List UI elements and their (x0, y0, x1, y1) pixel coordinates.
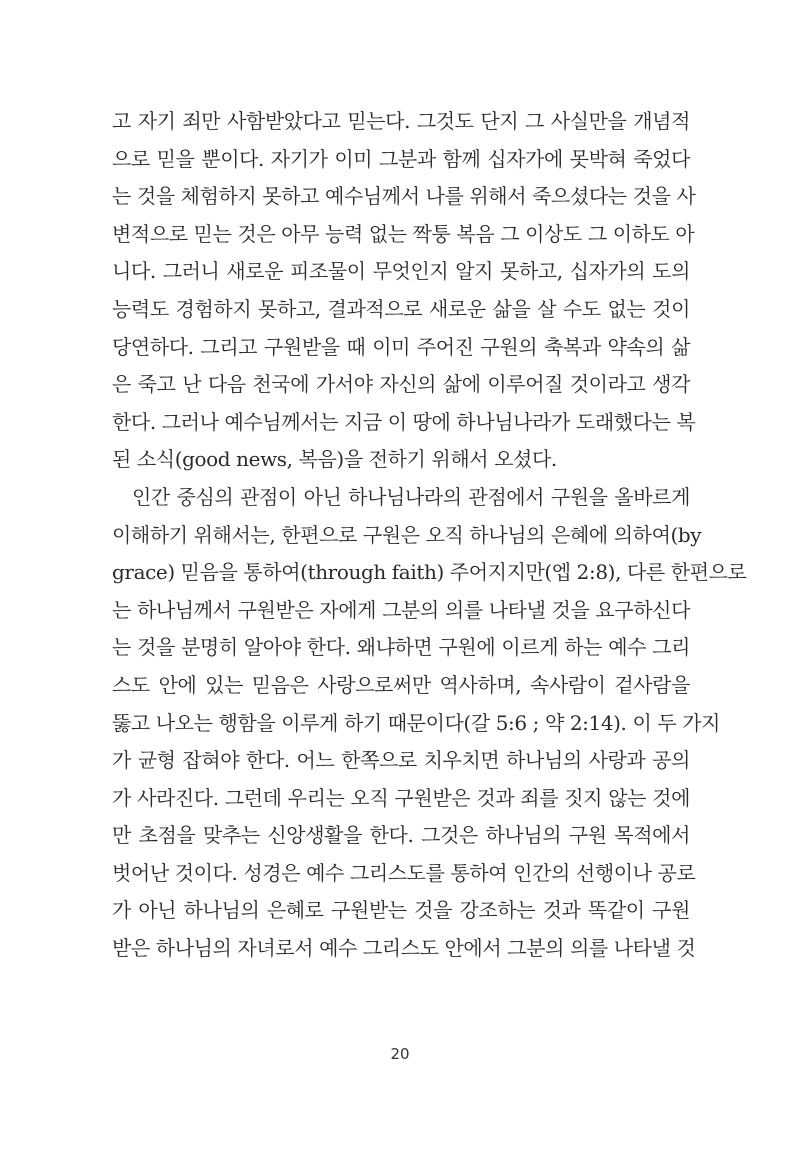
body-text (112, 103, 747, 968)
text-line-8: 은 죽고 난 다음 천국에 가서야 자신의 삶에 이루어질 것이라고 생각 (112, 372, 690, 397)
text-line-10: 된 소식(good news, 복음)을 전하기 위해서 오셨다. (112, 447, 557, 472)
text-line-13: grace) 믿음을 통하여(through faith) 주어지지만(엡 2:8), 다른 한편으로 (112, 560, 747, 585)
text-line-16: 스도 안에 있는 믿음은 사랑으로써만 역사하며, 속사람이 겉사람을 (112, 672, 690, 697)
text-line-9: 한다. 그러나 예수님께서는 지금 이 땅에 하나님나라가 도래했다는 복 (112, 409, 696, 434)
text-line-21: 벗어난 것이다. 성경은 예수 그리스도를 통하여 인간의 선행이나 공로 (112, 860, 696, 885)
text-line-1: 고 자기 죄만 사함받았다고 믿는다. 그것도 단지 그 사실만을 개념적 (112, 109, 690, 133)
text-line-4: 변적으로 믿는 것은 아무 능력 없는 짝퉁 복음 그 이상도 그 이하도 아 (112, 221, 695, 246)
text-line-7: 당연하다. 그리고 구원받을 때 이미 주어진 구원의 축복과 약속의 삶 (112, 334, 690, 359)
text-line-14: 는 하나님께서 구원받은 자에게 그분의 의를 나타낼 것을 요구하신다 (112, 597, 690, 622)
text-line-17: 뚫고 나오는 행함을 이루게 하기 때문이다(갈 5:6 ; 약 2:14). 이 두 가지 (112, 710, 721, 735)
text-line-19: 가 사라진다. 그런데 우리는 오직 구원받은 것과 죄를 짓지 않는 것에 (112, 785, 690, 810)
text-line-6: 능력도 경험하지 못하고, 결과적으로 새로운 삶을 살 수도 없는 것이 (112, 296, 690, 321)
text-line-15: 는 것을 분명히 알아야 한다. 왜냐하면 구원에 이르게 하는 예수 그리 (112, 635, 690, 660)
text-line-22: 가 아닌 하나님의 은혜로 구원받는 것을 강조하는 것과 똑같이 구원 (112, 898, 690, 923)
text-line-18: 가 균형 잡혀야 한다. 어느 한쪽으로 치우치면 하나님의 사랑과 공의 (112, 748, 690, 773)
text-line-11: 인간 중심의 관점이 아닌 하나님나라의 관점에서 구원을 올바르게 (132, 484, 690, 509)
text-line-5: 니다. 그러니 새로운 피조물이 무엇인지 알지 못하고, 십자가의 도의 (112, 259, 690, 284)
text-line-20: 만 초점을 맞추는 신앙생활을 한다. 그것은 하나님의 구원 목적에서 (112, 823, 690, 848)
page-number: 20 (390, 1045, 410, 1063)
text-line-2: 으로 믿을 뿐이다. 자기가 이미 그분과 함께 십자가에 못박혀 죽었다 (112, 146, 690, 171)
text-line-23: 받은 하나님의 자녀로서 예수 그리스도 안에서 그분의 의를 나타낼 것 (112, 936, 696, 961)
text-line-12: 이해하기 위해서는, 한편으로 구원은 오직 하나님의 은혜에 의하여(by (112, 522, 702, 547)
text-line-3: 는 것을 체험하지 못하고 예수님께서 나를 위해서 죽으셨다는 것을 사 (112, 184, 696, 209)
